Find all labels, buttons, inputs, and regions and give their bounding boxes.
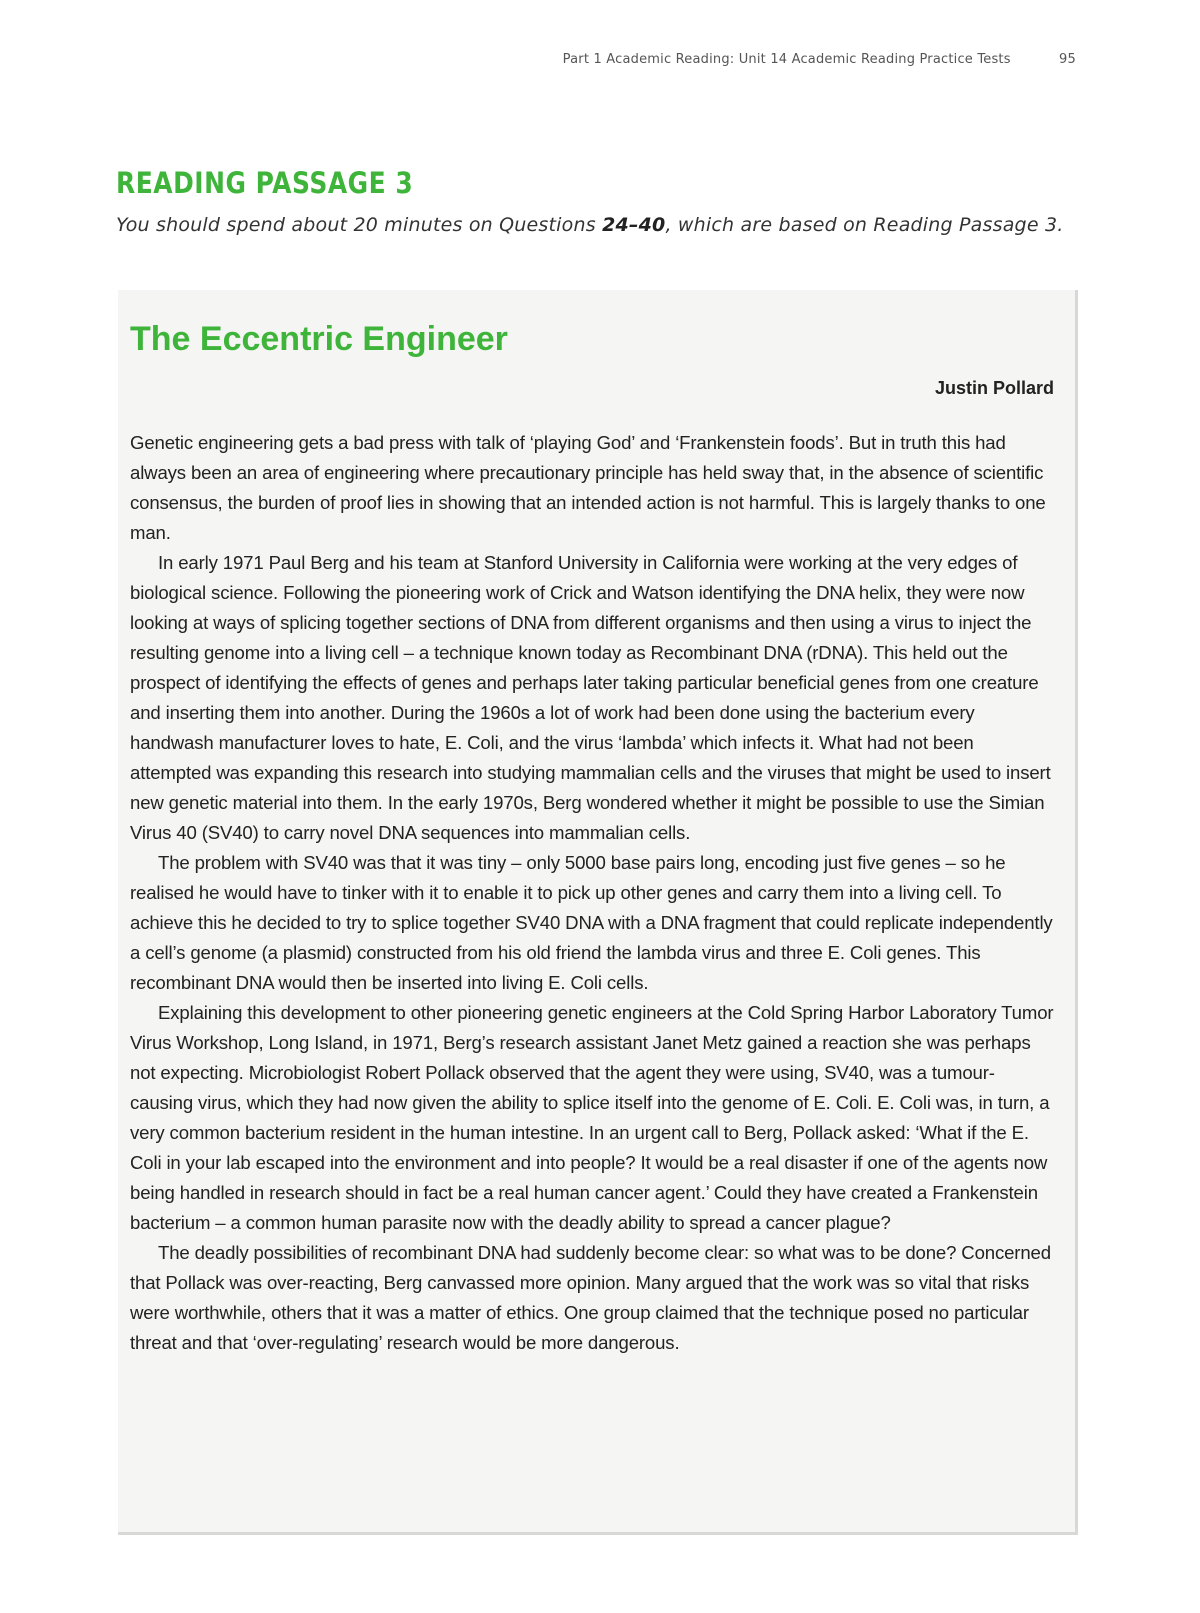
paragraph-2: In early 1971 Paul Berg and his team at Stanford University in California were working at the very edges of biological science. Following the pioneering work of Crick and Watson identifying the DNA helix, they were now looking at ways of splicing together sections of DNA from different organisms and then using a virus to inject the resulting genome into a living cell – a technique known today as Recombinant DNA (rDNA). This held out the prospect of identifying the effects of genes and perhaps later taking particular beneficial genes from one creature and inserting them into another. During the 1960s a lot of work had been done using the bacterium every handwash manufacturer loves to hate, E. Coli, and the virus ‘lambda’ which infects it. What had not been attempted was expanding this research into studying mammalian cells and the viruses that might be used to insert new genetic material into them. In the early 1970s, Berg wondered whether it might be possible to use the Simian Virus 40 (SV40) to carry novel DNA sequences into mammalian cells. <box>130 552 1051 843</box>
paragraph-3: The problem with SV40 was that it was tiny – only 5000 base pairs long, encoding just five genes – so he realised he would have to tinker with it to enable it to pick up other genes and carry them into a living cell. To achieve this he decided to try to splice together SV40 DNA with a DNA fragment that could replicate independently a cell’s genome (a plasmid) constructed from his old friend the lambda virus and three E. Coli genes. This recombinant DNA would then be inserted into living E. Coli cells. <box>130 852 1053 993</box>
instruction-after: , which are based on Reading Passage 3. <box>665 214 1064 236</box>
running-header <box>563 52 1076 67</box>
paragraph-4: Explaining this development to other pioneering genetic engineers at the Cold Spring Harbor Laboratory Tumor Virus Workshop, Long Island, in 1971, Berg’s research assistant Janet Metz gained a reaction she was perhaps not expecting. Microbiologist Robert Pollack observed that the agent they were using, SV40, was a tumour-causing virus, which they had now given the ability to splice itself into the genome of E. Coli. E. Coli was, in turn, a very common bacterium resident in the human intestine. In an urgent call to Berg, Pollack asked: ‘What if the E. Coli in your lab escaped into the environment and into people? It would be a real disaster if one of the agents now being handled in research should in fact be a real human cancer agent.’ Could they have created a Frankenstein bacterium – a common human parasite now with the deadly ability to spread a cancer plague? <box>130 1002 1054 1233</box>
passage-title: The Eccentric Engineer <box>130 320 508 358</box>
passage-body <box>130 428 1054 1358</box>
running-title: Part 1 Academic Reading: Unit 14 Academic Reading Practice Tests <box>562 52 1011 67</box>
paragraph-1: Genetic engineering gets a bad press with talk of ‘playing God’ and ‘Frankenstein foods’. But in truth this had always been an area of engineering where precautionary principle has held sway that, in the absence of scientific consensus, the burden of proof lies in showing that an intended action is not harmful. This is largely thanks to one man. <box>130 432 1046 543</box>
instruction-before: You should spend about 20 minutes on Questions <box>116 214 603 236</box>
passage-author: Justin Pollard <box>934 378 1054 398</box>
page-number: 95 <box>1059 52 1076 67</box>
instruction-question-range: 24–40 <box>602 214 666 236</box>
section-title: READING PASSAGE 3 <box>116 166 414 200</box>
paragraph-5: The deadly possibilities of recombinant DNA had suddenly become clear: so what was to be done? Concerned that Pollack was over-reacting, Berg canvassed more opinion. Many argued that the work was so vital that risks were worthwhile, others that it was a matter of ethics. One group claimed that the technique posed no particular threat and that ‘over-regulating’ research would be more dangerous. <box>130 1242 1051 1353</box>
instruction-text <box>116 214 1063 236</box>
